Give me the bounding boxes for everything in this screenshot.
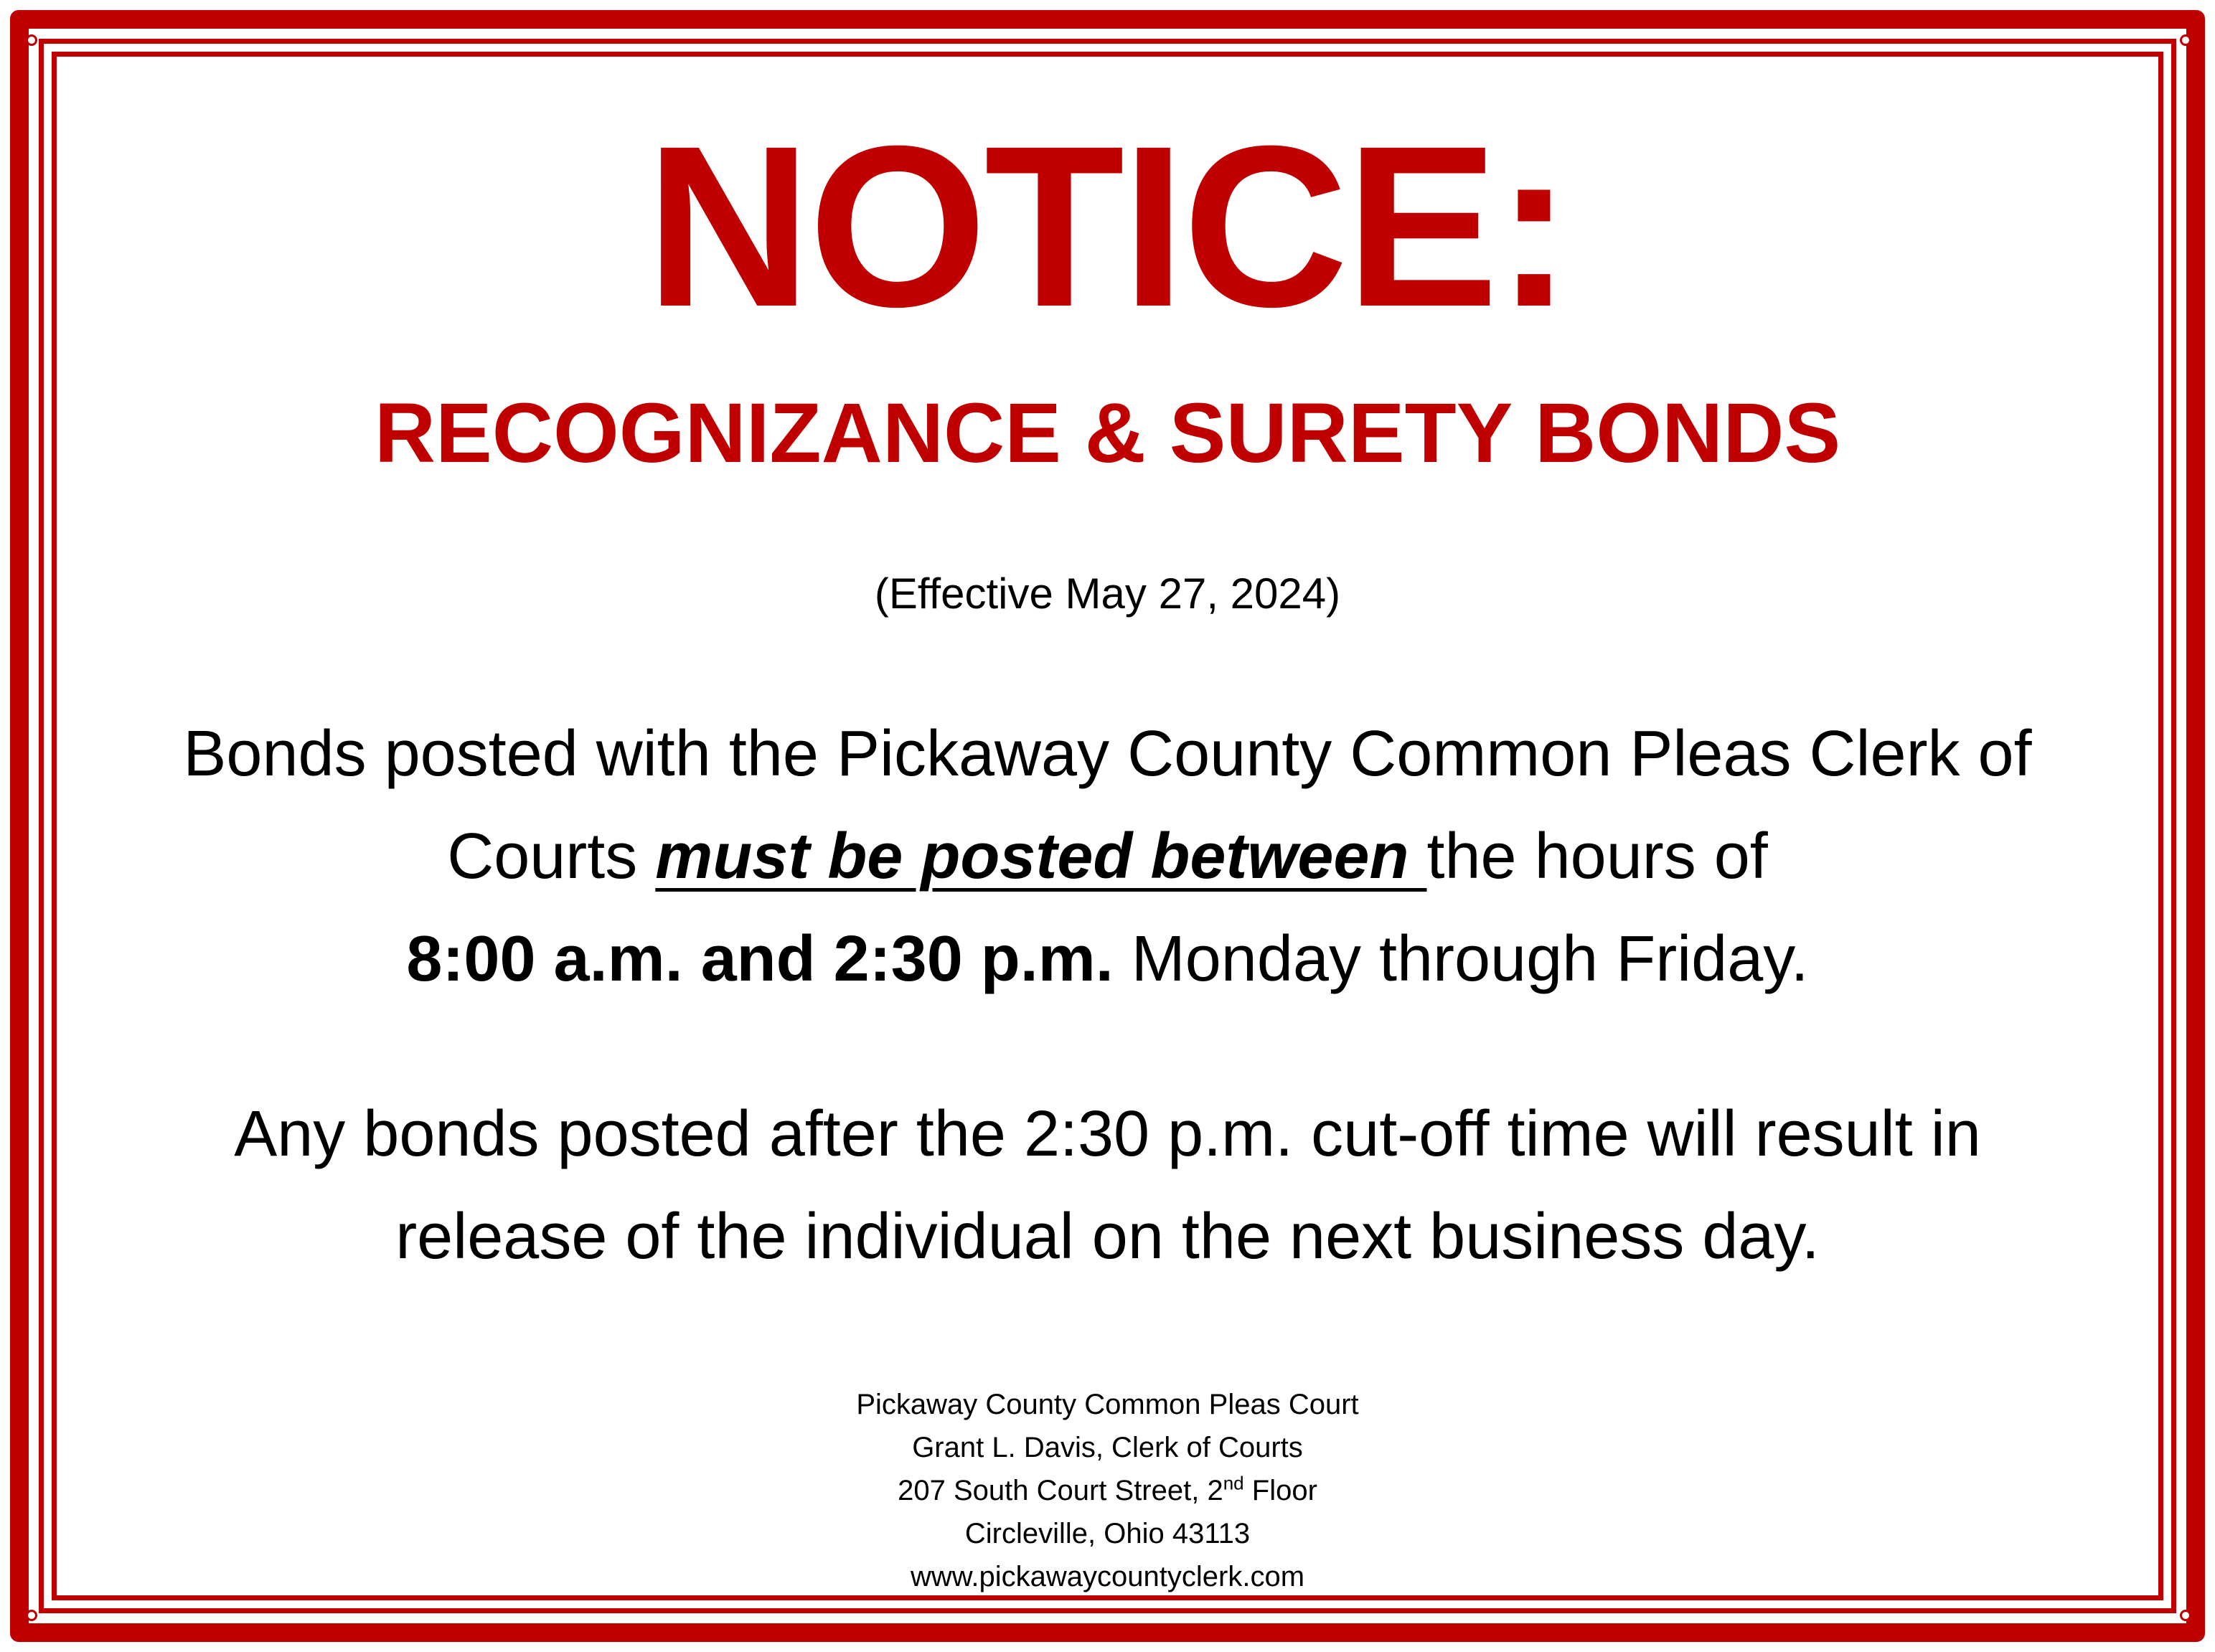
corner-ornament: [26, 34, 37, 46]
paragraph-text: the hours of: [1426, 821, 1768, 892]
city-address: Circleville, Ohio 43113: [964, 1518, 1251, 1549]
emphasis-text: must be posted between: [655, 821, 1427, 892]
paragraph-line: Bonds posted with the Pickaway County Common Pleas Clerk of: [183, 718, 2032, 790]
paragraph-text: Monday through Friday.: [1113, 923, 1809, 995]
hours-text: 8:00 a.m. and 2:30 p.m.: [406, 923, 1114, 995]
notice-title: NOTICE:: [645, 98, 1570, 354]
corner-ornament: [26, 1610, 37, 1621]
paragraph-line: [65, 806, 2150, 908]
paragraph-text: Courts: [447, 821, 656, 892]
notice-content: [65, 65, 2150, 1592]
clerk-name: Grant L. Davis, Clerk of Courts: [912, 1432, 1303, 1463]
court-name: Pickaway County Common Pleas Court: [856, 1389, 1359, 1420]
bond-hours-paragraph: [65, 703, 2150, 1011]
court-contact-footer: [65, 1383, 2150, 1598]
paragraph-line: Any bonds posted after the 2:30 p.m. cut-off time will result in: [234, 1098, 1981, 1170]
cutoff-paragraph: [65, 1083, 2150, 1288]
street-address: 207 South Court Street, 2nd Floor: [898, 1472, 1317, 1506]
effective-date: (Effective May 27, 2024): [874, 570, 1341, 618]
website-link: www.pickawaycountyclerk.com: [910, 1561, 1305, 1592]
corner-ornament: [2180, 1610, 2191, 1621]
notice-subtitle: RECOGNIZANCE & SURETY BONDS: [374, 386, 1841, 481]
corner-ornament: [2180, 34, 2191, 46]
paragraph-line: release of the individual on the next business day.: [395, 1201, 1820, 1273]
paragraph-line: [65, 908, 2150, 1011]
